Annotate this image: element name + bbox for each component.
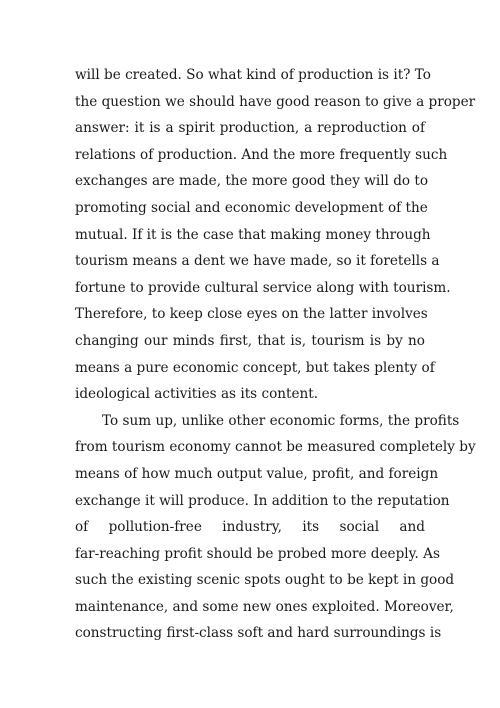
text-line: from tourism economy cannot be measured completely by bbox=[75, 439, 476, 456]
text-line: tourism means a dent we have made, so it foretells a bbox=[75, 253, 440, 270]
text-line-first: To sum up, unlike other economic forms, the profits bbox=[102, 412, 460, 429]
text-line: exchanges are made, the more good they will do to bbox=[75, 173, 429, 190]
text-line: changing our minds first, that is, tourism is by no bbox=[75, 332, 425, 349]
text-line: mutual. If it is the case that making money through bbox=[75, 226, 431, 243]
text-line: the question we should have good reason to give a proper bbox=[75, 93, 476, 110]
text-line: will be created. So what kind of production is it? To bbox=[75, 67, 431, 83]
text-line: fortune to provide cultural service along with tourism. bbox=[75, 279, 451, 296]
text-line: Therefore, to keep close eyes on the latter involves bbox=[75, 306, 428, 323]
paragraph-2 bbox=[75, 408, 476, 647]
text-line-last: ideological activities as its content. bbox=[75, 386, 319, 403]
text-line: promoting social and economic development of the bbox=[75, 199, 428, 216]
text-line: maintenance, and some new ones exploited. Moreover, bbox=[75, 598, 454, 615]
text-line: far-reaching profit should be probed more deeply. As bbox=[75, 545, 440, 562]
text-line: relations of production. And the more frequently such bbox=[75, 146, 448, 163]
text-line: constructing first-class soft and hard surroundings is bbox=[75, 625, 442, 642]
text-line: answer: it is a spirit production, a reproduction of bbox=[75, 120, 425, 137]
body-text bbox=[75, 62, 476, 647]
text-line: means a pure economic concept, but takes plenty of bbox=[75, 359, 435, 376]
text-line: exchange it will produce. In addition to the reputation bbox=[75, 492, 450, 509]
text-line: of pollution-free industry, its social and bbox=[75, 519, 425, 536]
text-line: means of how much output value, profit, and foreign bbox=[75, 465, 439, 482]
paragraph-1 bbox=[75, 62, 476, 408]
text-line: such the existing scenic spots ought to be kept in good bbox=[75, 572, 455, 589]
